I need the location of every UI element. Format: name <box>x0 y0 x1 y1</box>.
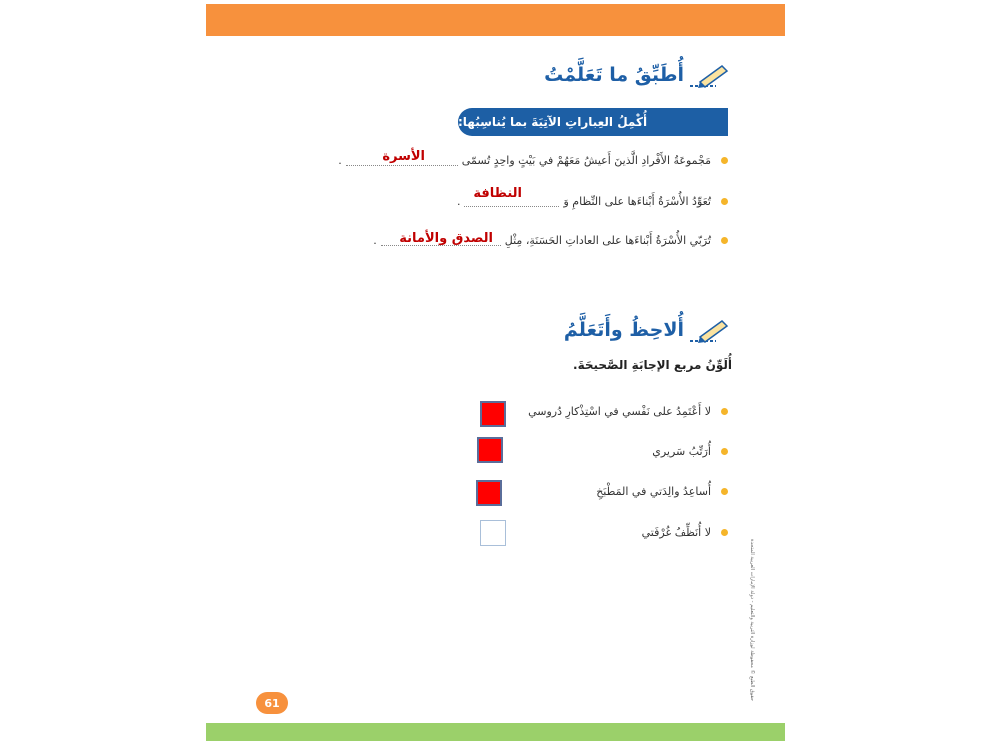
answer-text: الأسرة <box>382 149 425 164</box>
bullet-icon <box>721 237 728 244</box>
pencil-icon <box>690 317 730 343</box>
answer-checkbox[interactable] <box>476 480 502 506</box>
list-item <box>642 526 728 539</box>
list-item: مَجْموعَةُ الأَفْرادِ الَّذينَ أَعيشُ مَعَهُمْ في بَيْتٍ واحِدٍ تُسمّى . <box>338 154 728 167</box>
pencil-icon <box>690 62 730 88</box>
bullet-icon <box>721 198 728 205</box>
copyright-note: حقوق الطبع © محفوظة لوزارة التربية والتعليم - دولة الإمارات العربية المتحدة <box>749 539 755 701</box>
section1-instruction: أُكْمِلُ العِباراتِ الآتِيَةَ بما يُناسِبُها: <box>458 115 648 129</box>
answer-checkbox[interactable] <box>480 401 506 427</box>
list-item: تُرَبّي الأُسْرَةُ أَبْناءَها على العاداتِ الحَسَنَةِ، مِثْلِ . <box>373 234 728 247</box>
section2-heading <box>564 317 730 343</box>
footer-bar <box>206 723 785 741</box>
item-text: تُرَبّي الأُسْرَةُ أَبْناءَها على العاداتِ الحَسَنَةِ، مِثْلِ <box>504 234 711 247</box>
list-item: تُعَوِّدُ الأُسْرَةُ أَبْناءَها على النِّظامِ وَ . <box>457 195 728 208</box>
answer-text: الصدق والأمانة <box>399 231 493 246</box>
answer-checkbox[interactable] <box>480 520 506 546</box>
section1-title: أُطَبِّقُ ما تَعَلَّمْتُ <box>544 64 684 86</box>
bullet-icon <box>721 488 728 495</box>
section1-instruction-banner <box>458 108 728 136</box>
item-text: لا أُنَظِّفُ غُرْفَتي <box>641 526 711 539</box>
item-text: أُساعِدُ والِدَتي في المَطْبَخِ <box>596 485 711 498</box>
section2-instruction: أُلَوِّنُ مربع الإجابَةِ الصَّحيحَةَ. <box>573 358 732 372</box>
answer-checkbox[interactable] <box>477 437 503 463</box>
item-text: لا أَعْتَمِدُ على نَفْسي في اسْتِذْكارِ دُروسي <box>528 405 711 418</box>
list-item <box>596 485 728 498</box>
header-bar <box>206 4 785 36</box>
section2-title: أُلاحِظُ وأَتَعَلَّمُ <box>563 319 684 341</box>
item-text: مَجْموعَةُ الأَفْرادِ الَّذينَ أَعيشُ مَعَهُمْ في بَيْتٍ واحِدٍ تُسمّى <box>461 154 711 167</box>
answer-text: النظافة <box>473 186 522 201</box>
list-item <box>528 405 728 418</box>
bullet-icon <box>721 529 728 536</box>
bullet-icon <box>721 448 728 455</box>
list-item <box>652 445 728 458</box>
bullet-icon <box>721 408 728 415</box>
bullet-icon <box>721 157 728 164</box>
page-number: 61 <box>256 692 288 714</box>
item-text: تُعَوِّدُ الأُسْرَةُ أَبْناءَها على النِّظامِ وَ <box>563 195 711 208</box>
item-text: أُرَتِّبُ سَريري <box>652 445 711 458</box>
textbook-page <box>206 0 785 744</box>
section1-heading <box>544 62 730 88</box>
